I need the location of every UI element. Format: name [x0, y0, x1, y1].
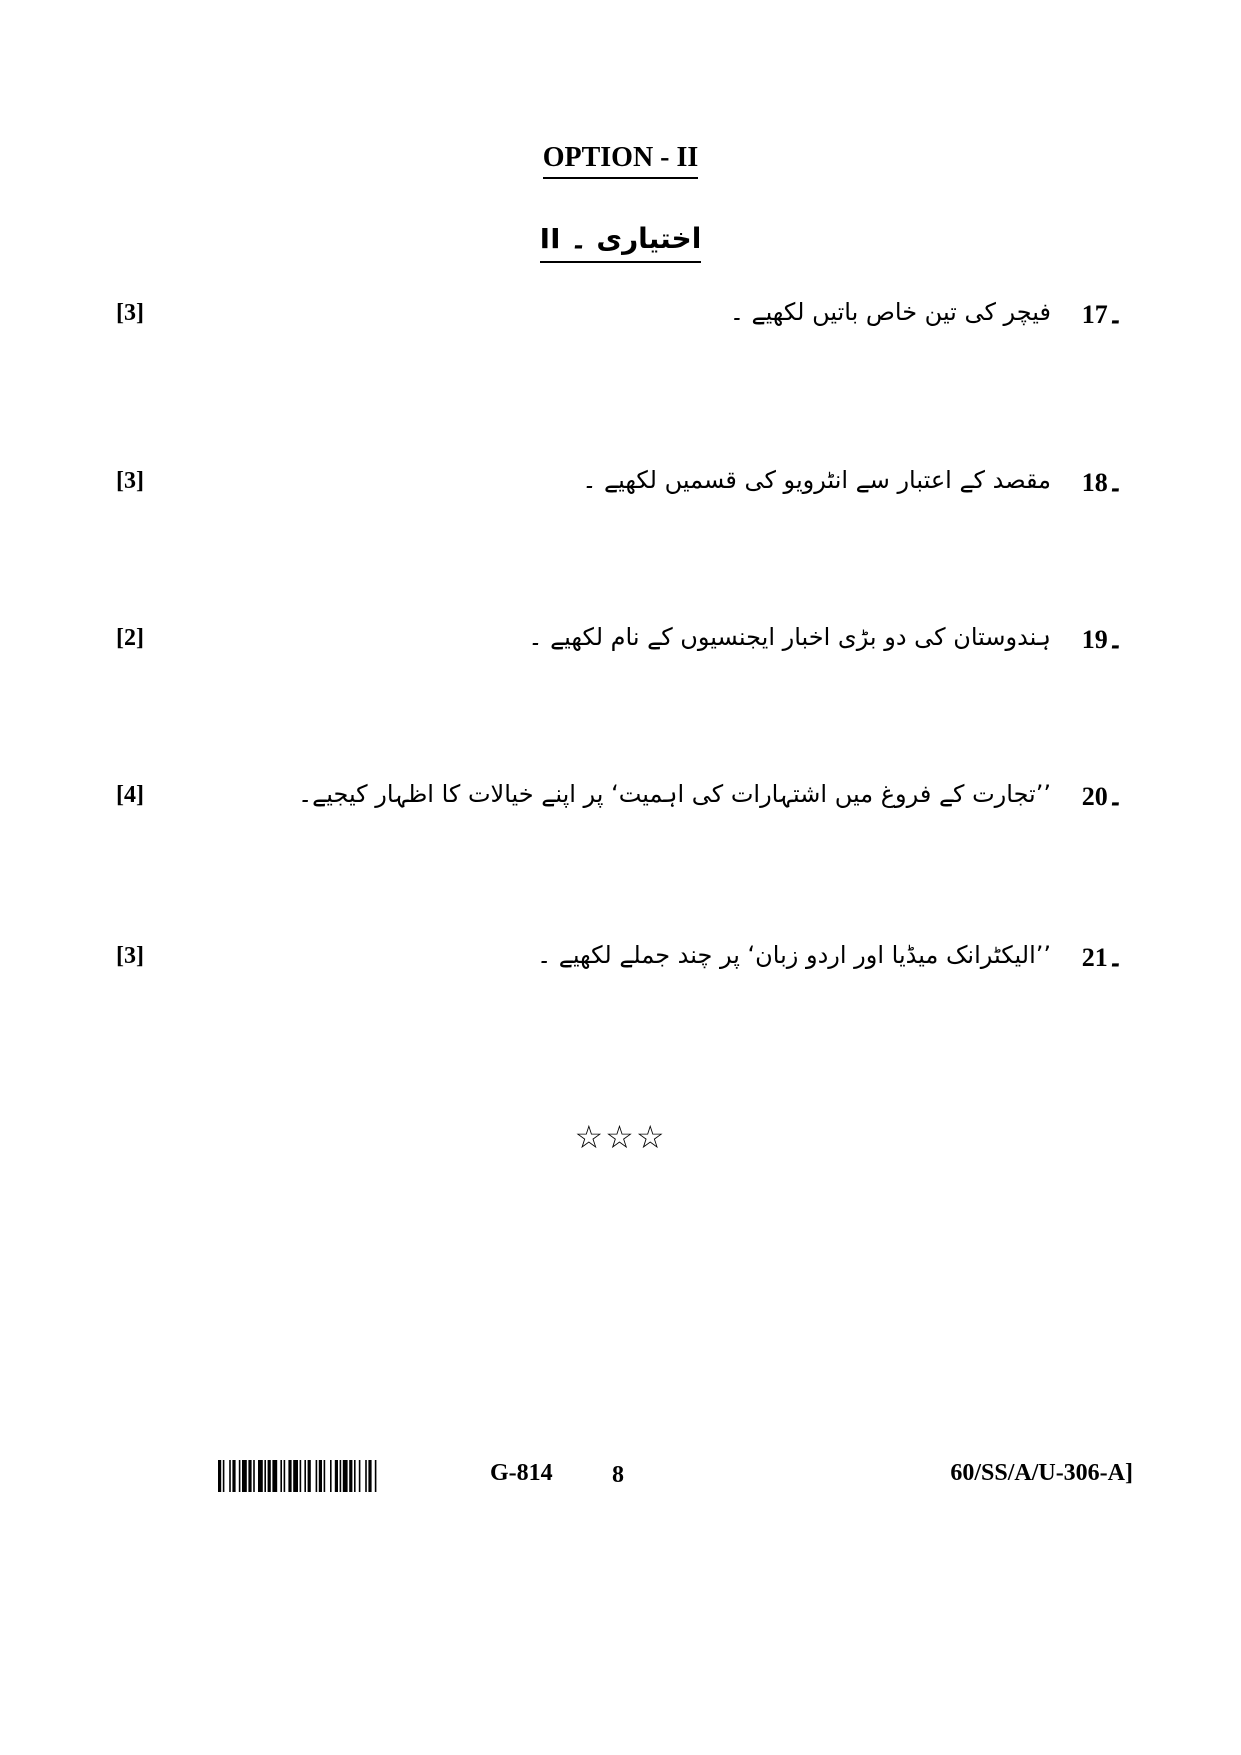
question-19 — [0, 625, 1241, 669]
question-number: 18۔ — [1081, 468, 1123, 497]
option-heading-urdu — [0, 222, 1241, 256]
question-20 — [0, 782, 1241, 826]
end-of-paper-stars: ☆☆☆ — [574, 1118, 667, 1156]
question-marks: [3] — [116, 468, 144, 494]
option-heading-urdu-text: اختیاری ۔ II — [540, 222, 702, 263]
question-17 — [0, 300, 1241, 344]
question-18 — [0, 468, 1241, 512]
page-footer — [0, 1458, 1241, 1498]
barcode-icon — [218, 1460, 428, 1492]
question-21 — [0, 943, 1241, 987]
question-marks: [3] — [116, 300, 144, 326]
option-heading — [0, 142, 1241, 174]
option-heading-text: OPTION - II — [543, 142, 699, 179]
question-text: ’’الیکٹرانک میڈیا اور اردو زبان‘ پر چند جملے لکھیے ۔ — [537, 941, 1051, 969]
question-text: ’’تجارت کے فروغ میں اشتہارات کی اہمیت‘ پر اپنے خیالات کا اظہار کیجیے۔ — [298, 780, 1051, 808]
page-number: 8 — [612, 1462, 624, 1488]
paper-reference: 60/SS/A/U-306-A] — [950, 1460, 1133, 1486]
question-marks: [3] — [116, 943, 144, 969]
question-number: 21۔ — [1081, 943, 1123, 972]
question-number: 19۔ — [1081, 625, 1123, 654]
question-text: فیچر کی تین خاص باتیں لکھیے ۔ — [729, 298, 1051, 326]
question-text: ہندوستان کی دو بڑی اخبار ایجنسیوں کے نام لکھیے ۔ — [528, 623, 1051, 651]
question-marks: [4] — [116, 782, 144, 808]
question-number: 17۔ — [1081, 300, 1123, 329]
paper-code: G-814 — [490, 1460, 553, 1486]
question-marks: [2] — [116, 625, 144, 651]
question-text: مقصد کے اعتبار سے انٹرویو کی قسمیں لکھیے ۔ — [582, 466, 1051, 494]
question-number: 20۔ — [1081, 782, 1123, 811]
